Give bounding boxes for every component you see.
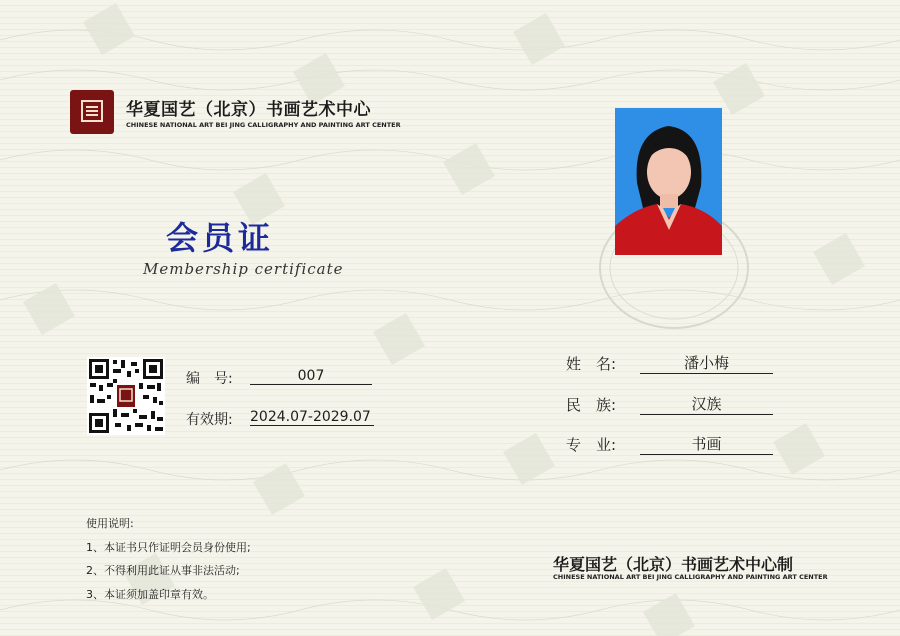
certificate-title: 会员证	[166, 219, 275, 257]
ethnicity-label: 民 族:	[566, 396, 617, 414]
number-value: 007	[250, 368, 372, 385]
issuer-name-cn: 华夏国艺（北京）书画艺术中心制	[553, 555, 794, 574]
specialty-value: 书画	[640, 433, 773, 455]
specialty-label: 专 业:	[566, 436, 617, 454]
usage-note-item: 1、本证书只作证明会员身份使用;	[86, 540, 251, 554]
usage-notes	[86, 512, 251, 606]
validity-label: 有效期:	[186, 412, 233, 428]
ethnicity-value: 汉族	[640, 393, 773, 415]
logo-glyph	[77, 96, 107, 126]
certificate-subtitle: Membership certificate	[143, 260, 344, 278]
qr-code-icon	[87, 357, 165, 435]
member-photo	[615, 108, 722, 255]
org-name-en: CHINESE NATIONAL ART BEI JING CALLIGRAPHY AND PAINTING ART CENTER	[126, 121, 401, 129]
validity-value: 2024.07-2029.07	[250, 409, 374, 426]
usage-note-item: 3、本证须加盖印章有效。	[86, 587, 214, 601]
org-name-cn: 华夏国艺（北京）书画艺术中心	[126, 100, 371, 120]
usage-note-item: 2、不得利用此证从事非法活动;	[86, 564, 240, 577]
issuer-name-en: CHINESE NATIONAL ART BEI JING CALLIGRAPHY AND PAINTING ART CENTER	[553, 573, 828, 581]
number-label: 编 号:	[186, 371, 233, 387]
usage-notes-heading: 使用说明:	[86, 517, 134, 530]
name-value: 潘小梅	[640, 352, 773, 374]
name-label: 姓 名:	[566, 355, 617, 373]
